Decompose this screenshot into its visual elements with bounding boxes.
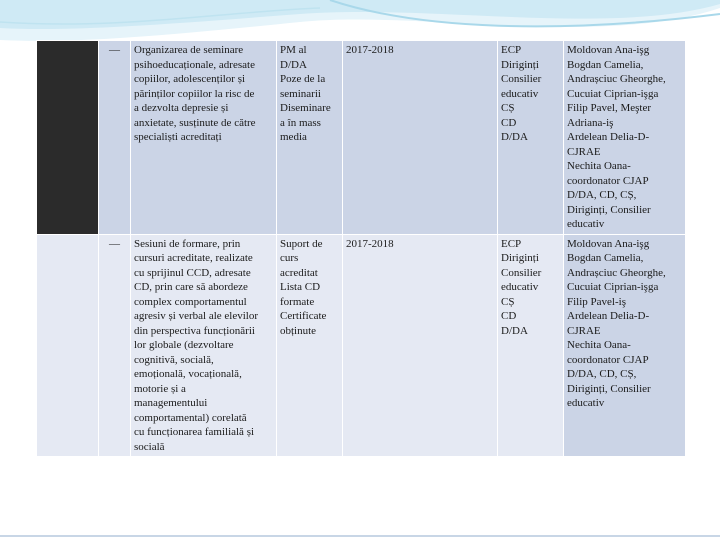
resources-cell: PM al D/DA Poze de la seminarii Diseminare a în mass media [277, 41, 343, 235]
row-header-cell [37, 234, 99, 457]
bottom-rule [0, 535, 720, 537]
activity-cell: Sesiuni de formare, prin cursuri acreditate, realizate cu sprijinul CCD, adresate CD, prin care să abordeze complex comportamentul agresiv și verbal ale elevilor din perspectiva funcționării lor globale (dezvoltare cognitivă, socială, emoțională, vocațională, motorie și a managementului comportamental) corelată cu funcționarea familială și socială [131, 234, 277, 457]
period-cell: 2017-2018 [343, 41, 498, 235]
table-row [37, 234, 686, 457]
table-row [37, 41, 686, 235]
persons-cell: Moldovan Ana-işg Bogdan Camelia, Andrașciuc Gheorghe, Cucuiat Ciprian-işga Filip Pavel-iş Ardelean Delia-D- CJRAE Nechita Oana- coordonator CJAP D/DA, CD, CȘ, Diriginți, Consilier educativ [564, 234, 686, 457]
persons-cell: Moldovan Ana-işg Bogdan Camelia, Andrașciuc Gheorghe, Cucuiat Ciprian-işga Filip Pavel, Meşter Adriana-iş Ardelean Delia-D- CJRAE Nechita Oana- coordonator CJAP D/DA, CD, CȘ, Diriginți, Consilier educativ [564, 41, 686, 235]
responsible-cell: ECP Diriginți Consilier educativ CȘ CD D/DA [498, 41, 564, 235]
activity-table [36, 40, 686, 457]
period-cell: 2017-2018 [343, 234, 498, 457]
row-header-cell [37, 41, 99, 235]
row-marker: — [99, 234, 131, 457]
responsible-cell: ECP Diriginți Consilier educativ CȘ CD D/DA [498, 234, 564, 457]
resources-cell: Suport de curs acreditat Lista CD formate Certificate obținute [277, 234, 343, 457]
row-marker: — [99, 41, 131, 235]
activity-cell: Organizarea de seminare psihoeducaționale, adresate copiilor, adolescenților și părinților copiilor la risc de a dezvolta depresie și anxietate, susținute de către specialiști acreditați [131, 41, 277, 235]
